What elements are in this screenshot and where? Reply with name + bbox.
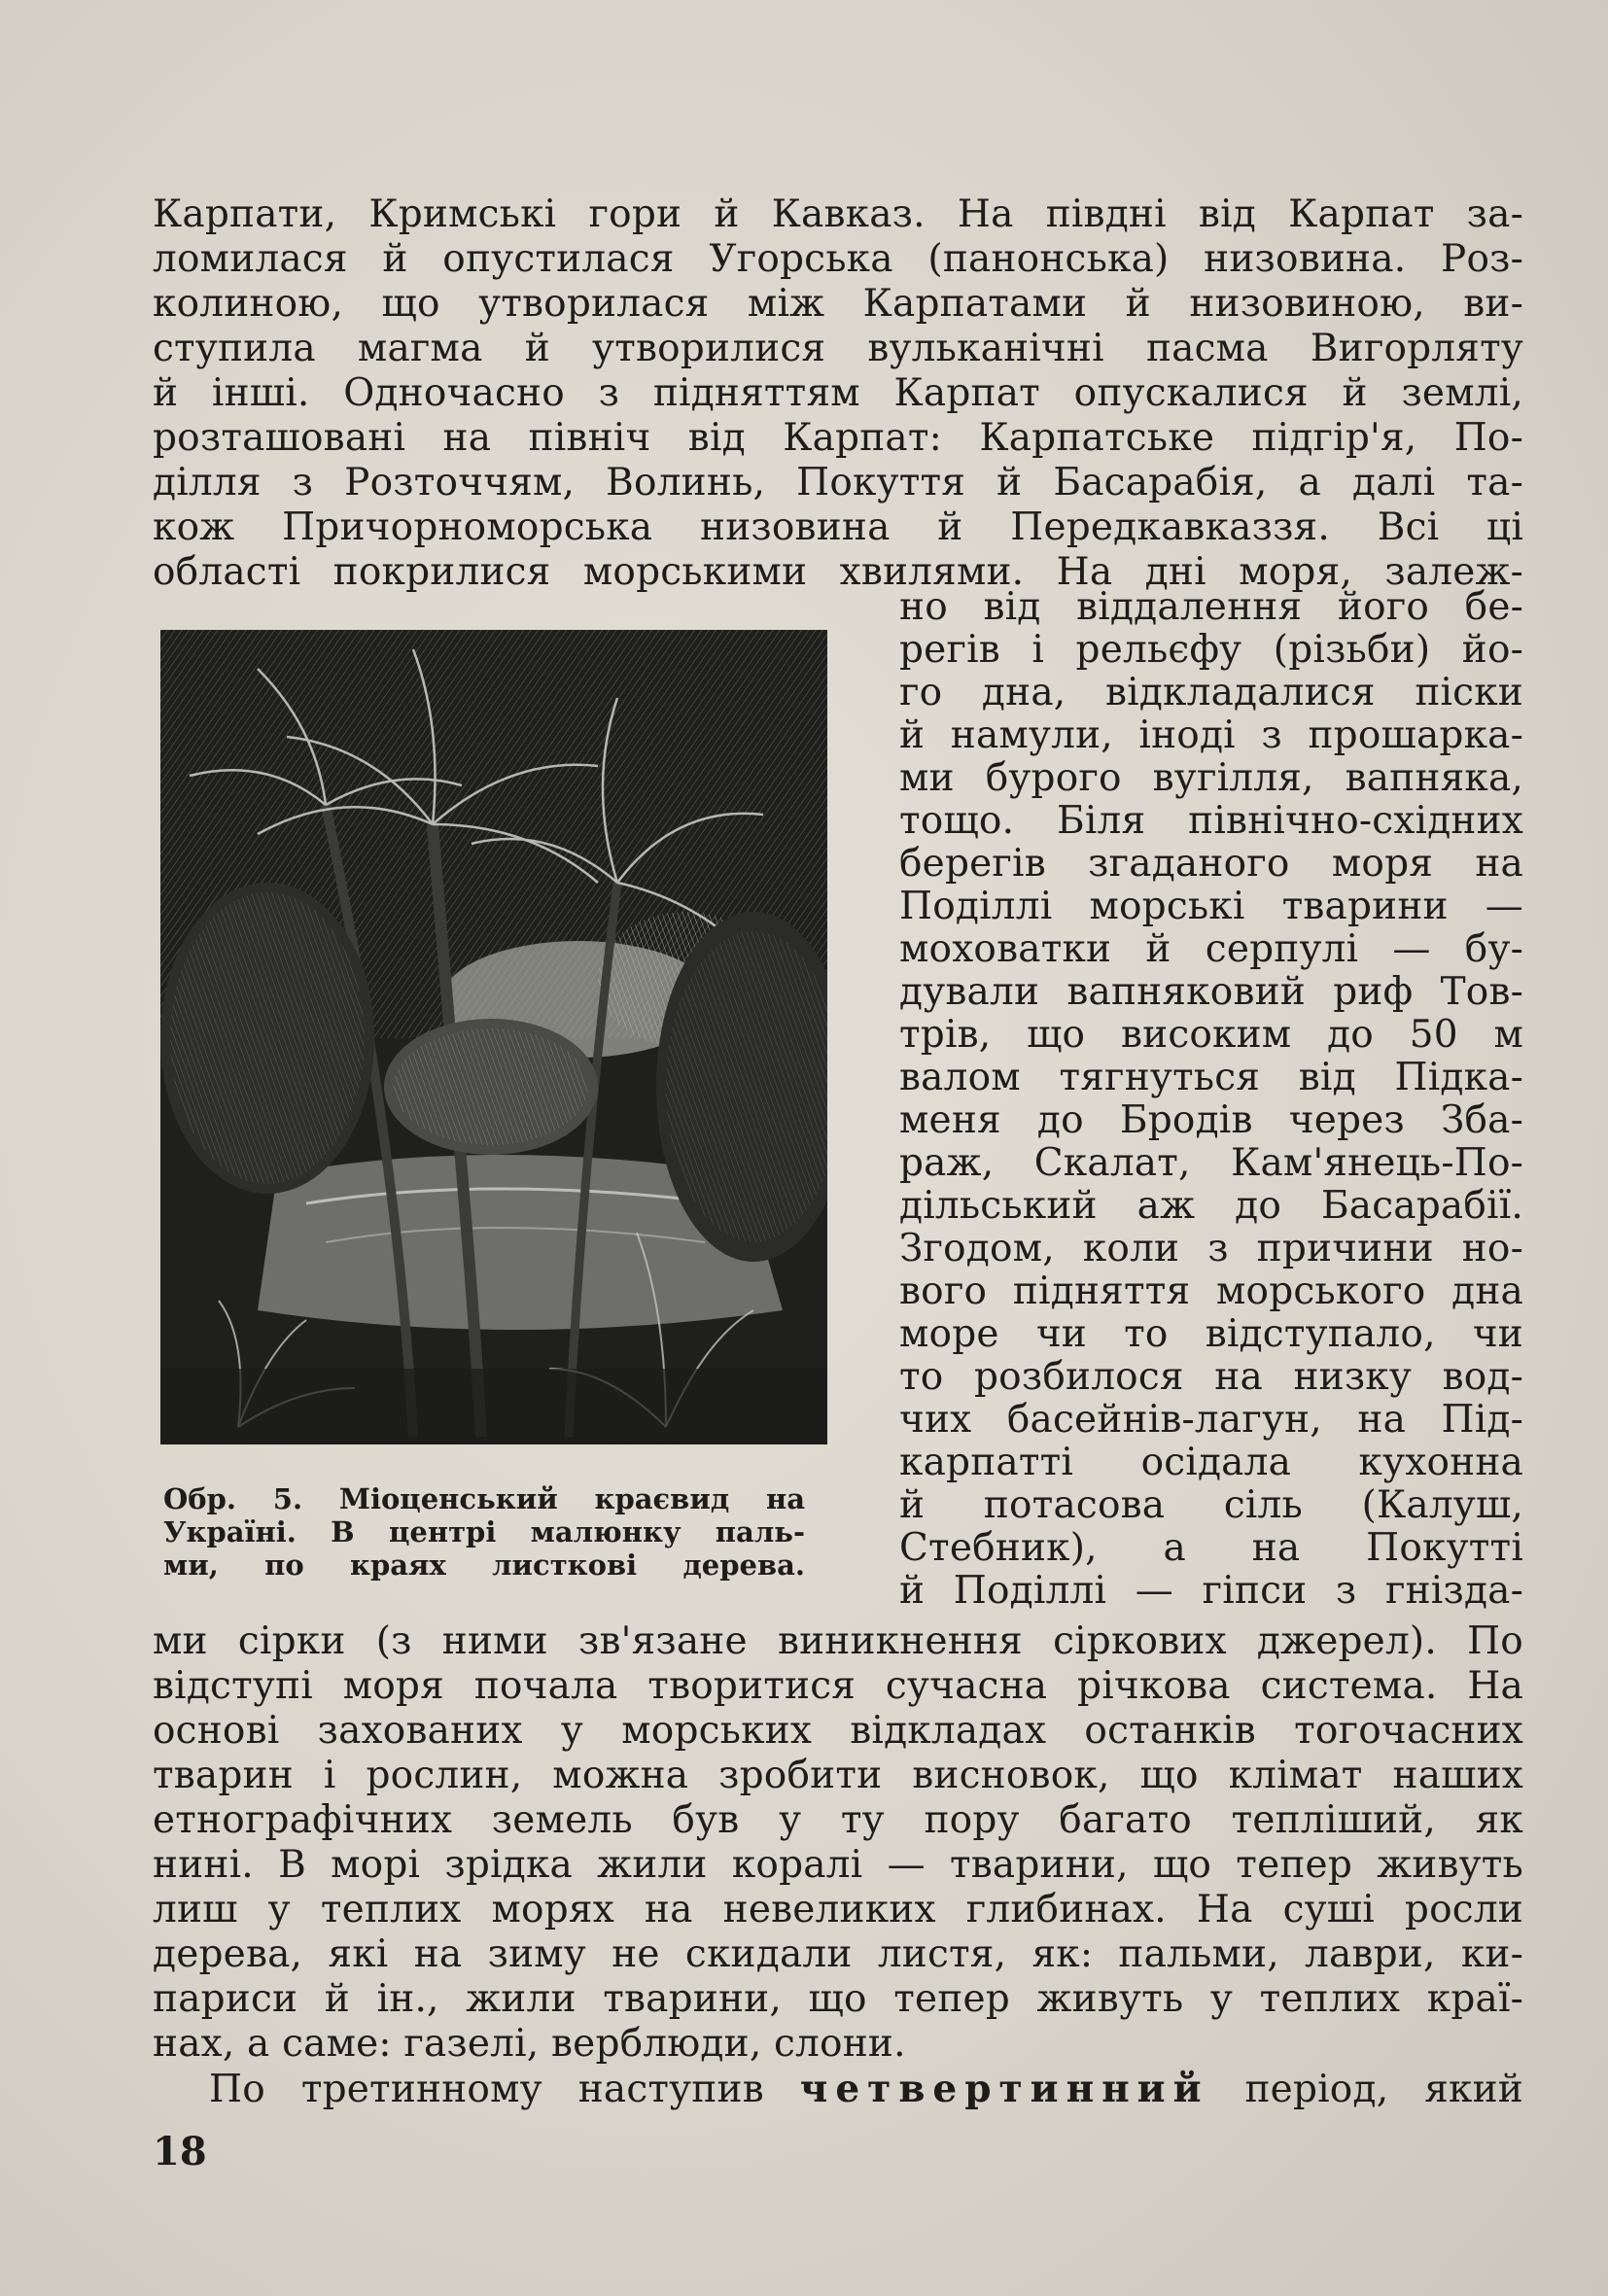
text-line: вого підняття морського дна <box>899 1270 1523 1313</box>
text-line: й потасова сіль (Калуш, <box>899 1483 1523 1527</box>
text-line: й Поділлі — гіпси з гнізда- <box>899 1569 1523 1613</box>
text-line: но від віддалення його бе- <box>899 585 1523 629</box>
text-line: ломилася й опустилася Угорська (панонська) низовина. Роз- <box>153 237 1523 281</box>
text-line: ступила магма й утворилися вульканічні пасма Вигорляту <box>153 327 1523 370</box>
paragraph-start-line <box>209 2067 1523 2112</box>
text-line: дерева, які на зиму не скидали листя, як: пальми, лаври, ки- <box>153 1932 1523 1976</box>
text-line: колиною, що утворилася між Карпатами й низовиною, ви- <box>153 282 1523 326</box>
text-line: дільський аж до Басарабії. <box>899 1184 1523 1228</box>
text-line: ділля з Розточчям, Волинь, Покуття й Басарабія, а далі та- <box>153 461 1523 504</box>
text-line: го дна, відкладалися піски <box>899 671 1523 714</box>
text-line: відступі моря почала творитися сучасна річкова система. На <box>153 1664 1523 1708</box>
text-line: області покрилися морськими хвилями. На дні моря, залеж- <box>153 550 1523 594</box>
text-line: раж, Скалат, Кам'янець-По- <box>899 1141 1523 1185</box>
text-line: моховатки й серпулі — бу- <box>899 927 1523 971</box>
paragraph-end-text: період, який <box>1244 2068 1523 2111</box>
miocene-landscape-illustration <box>160 630 827 1444</box>
text-line: етнографічних земель був у ту пору багато тепліший, як <box>153 1798 1523 1842</box>
text-line: море чи то відступало, чи <box>899 1312 1523 1356</box>
text-line: ми сірки (з ними зв'язане виникнення сіркових джерел). По <box>153 1619 1523 1663</box>
paragraph-start-text: По третинному наступив <box>209 2068 764 2111</box>
text-line: кож Причорноморська низовина й Передкавказзя. Всі ці <box>153 505 1523 549</box>
emphasized-term: четвертинний <box>799 2067 1209 2111</box>
text-line: тварин і рослин, можна зробити висновок, що клімат наших <box>153 1754 1523 1797</box>
text-line: валом тягнуться від Підка- <box>899 1056 1523 1099</box>
palm-landscape-icon <box>160 630 827 1444</box>
text-line: париси й ін., жили тварини, що тепер живуть у теплих краї- <box>153 1977 1523 2021</box>
text-line: ми бурого вугілля, вапняка, <box>899 756 1523 800</box>
text-line: Поділлі морські тварини — <box>899 885 1523 928</box>
caption-line: ми, по краях листкові дерева. <box>163 1548 805 1582</box>
text-line: дували вапняковий риф Тов- <box>899 970 1523 1014</box>
text-line: Стебник), а на Покутті <box>899 1526 1523 1570</box>
text-line: регів і рельєфу (різьби) йо- <box>899 628 1523 672</box>
page-number: 18 <box>153 2129 207 2174</box>
text-line: карпатті осідала кухонна <box>899 1441 1523 1484</box>
text-line: лиш у теплих морях на невеликих глибинах. На суші росли <box>153 1888 1523 1931</box>
text-line: тощо. Біля північно-східних <box>899 799 1523 843</box>
text-line: нах, а саме: газелі, верблюди, слони. <box>153 2022 906 2066</box>
text-line: основі захованих у морських відкладах останків тогочасних <box>153 1709 1523 1753</box>
text-line: то розбилося на низку вод- <box>899 1355 1523 1399</box>
text-line: чих басейнів-лагун, на Під- <box>899 1398 1523 1442</box>
text-line: нині. В морі зрідка жили коралі — тварини, що тепер живуть <box>153 1843 1523 1887</box>
text-line: й намули, іноді з прошарка- <box>899 713 1523 757</box>
text-line: берегів згаданого моря на <box>899 842 1523 886</box>
text-line: розташовані на північ від Карпат: Карпатське підгір'я, По- <box>153 416 1523 460</box>
text-line: меня до Бродів через Зба- <box>899 1098 1523 1142</box>
caption-line: Обр. 5. Міоценський краєвид на <box>163 1482 805 1515</box>
text-line: Згодом, коли з причини но- <box>899 1227 1523 1270</box>
text-line: Карпати, Кримські гори й Кавказ. На півдні від Карпат за- <box>153 192 1523 236</box>
caption-line: Україні. В центрі малюнку паль- <box>163 1515 805 1548</box>
text-line: й інші. Одночасно з підняттям Карпат опускалися й землі, <box>153 371 1523 415</box>
text-line: трів, що високим до 50 м <box>899 1013 1523 1057</box>
